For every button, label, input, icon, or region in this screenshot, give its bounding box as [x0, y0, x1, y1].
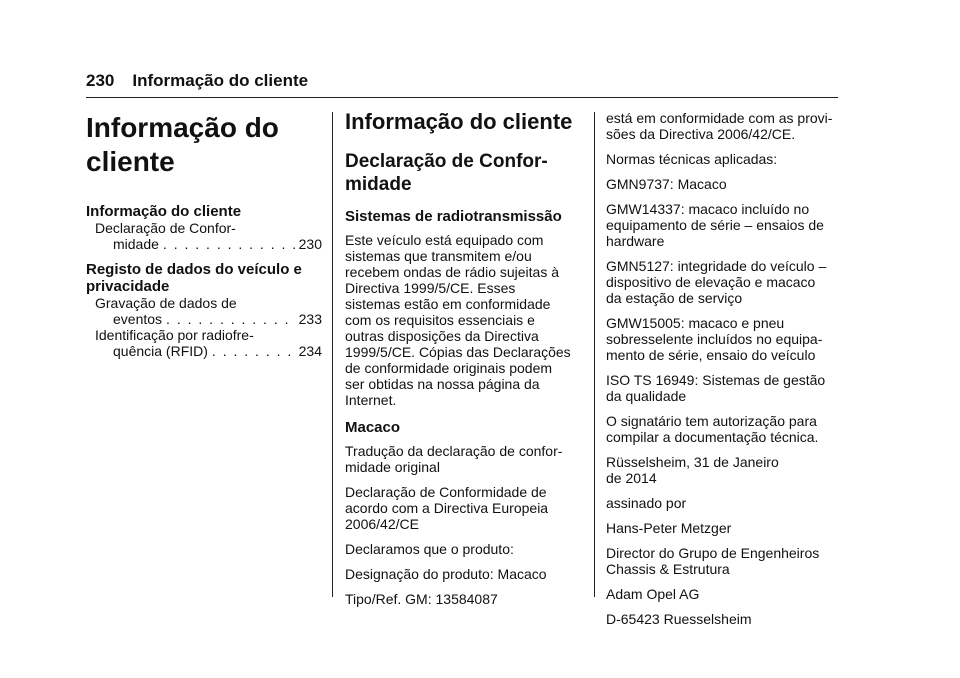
- text-line: da estação de serviço: [606, 290, 743, 306]
- conformity-paragraph: [606, 495, 840, 511]
- text-line: GMW14337: macaco incluído no: [606, 201, 810, 217]
- toc-entry-label: Identificação por radiofre-: [95, 327, 254, 343]
- macaco-paragraph: [345, 541, 581, 557]
- text-line: assinado por: [606, 495, 687, 511]
- page-number: 230: [86, 71, 115, 90]
- text-line: Hans-Peter Metzger: [606, 520, 732, 536]
- text-line: Declaração de Conformidade de: [345, 484, 547, 500]
- text-line: Internet.: [345, 392, 397, 408]
- toc-entry-label: Gravação de dados de: [95, 295, 237, 311]
- text-line: sistemas que transmitem e/ou: [345, 248, 532, 264]
- toc-leader-dots: [163, 236, 296, 252]
- toc-heading-line: privacidade: [86, 278, 170, 295]
- text-line: Normas técnicas aplicadas:: [606, 151, 778, 167]
- text-line: midade original: [345, 459, 440, 475]
- text-line: GMN5127: integridade do veículo –: [606, 258, 827, 274]
- conformity-paragraph: [606, 372, 840, 404]
- toc-page-number: 230: [298, 236, 322, 252]
- text-line: Adam Opel AG: [606, 586, 700, 602]
- text-line: de conformidade originais podem: [345, 360, 553, 376]
- macaco-heading: Macaco: [345, 419, 401, 436]
- text-line: Tipo/Ref. GM: 13584087: [345, 591, 498, 607]
- company-name: [606, 586, 840, 602]
- page-header: [86, 70, 308, 92]
- text-line: Director do Grupo de Engenheiros: [606, 545, 820, 561]
- toc-entry-label: eventos: [113, 311, 163, 327]
- text-line: D-65423 Ruesselsheim: [606, 611, 752, 627]
- text-line: recebem ondas de rádio sujeitas à: [345, 264, 560, 280]
- text-line: 2006/42/CE: [345, 516, 419, 532]
- toc-leader-dots: [212, 343, 296, 359]
- heading-line: midade: [345, 174, 412, 195]
- section-title: Informação do cliente: [345, 109, 573, 134]
- conformity-paragraph: [606, 151, 840, 167]
- text-line: Designação do produto: Macaco: [345, 566, 547, 582]
- text-line: O signatário tem autorização para: [606, 413, 817, 429]
- toc-entry-label: midade: [113, 236, 159, 252]
- toc-entry-label: quência (RFID): [113, 343, 208, 359]
- content-column-right: [606, 110, 840, 627]
- text-line: sões da Directiva 2006/42/CE.: [606, 126, 796, 142]
- macaco-paragraph: [345, 443, 581, 475]
- text-line: Este veículo está equipado com: [345, 232, 544, 248]
- conformity-paragraph: [606, 110, 840, 142]
- toc-entry-rfid[interactable]: [86, 327, 322, 359]
- toc-column: [86, 107, 322, 359]
- conformity-paragraph: [606, 201, 840, 249]
- text-line: Directiva 1999/5/CE. Esses: [345, 280, 516, 296]
- toc-group-heading[interactable]: [86, 203, 322, 220]
- text-line: 1999/5/CE. Cópias das Declarações: [345, 344, 571, 360]
- column-divider: [594, 112, 595, 597]
- text-line: equipamento de série – ensaios de: [606, 217, 824, 233]
- toc-entry-gravacao[interactable]: [86, 295, 322, 327]
- company-address: [606, 611, 840, 627]
- text-line: da qualidade: [606, 388, 687, 404]
- toc-heading-line: Informação do cliente: [86, 203, 242, 220]
- conformity-paragraph: [606, 454, 840, 486]
- conformity-paragraph: [606, 315, 840, 363]
- text-line: dispositivo de elevação e macaco: [606, 274, 816, 290]
- text-line: ser obtidas na nossa página da: [345, 376, 540, 392]
- conformity-paragraph: [606, 258, 840, 306]
- text-line: GMW15005: macaco e pneu: [606, 315, 785, 331]
- radio-paragraph: [345, 232, 581, 408]
- text-line: sistemas estão em conformidade: [345, 296, 551, 312]
- toc-page-number: 233: [298, 311, 322, 327]
- toc-entry-declaracao[interactable]: [86, 220, 322, 252]
- header-rule: [86, 97, 838, 98]
- signatory-role: [606, 545, 840, 577]
- toc-heading-line: Registo de dados do veículo e: [86, 261, 302, 278]
- text-line: com os requisitos essenciais e: [345, 312, 535, 328]
- chapter-title-line: cliente: [86, 146, 175, 177]
- text-line: está em conformidade com as provi-: [606, 110, 833, 126]
- content-column-left: [345, 107, 581, 607]
- text-line: acordo com a Directiva Europeia: [345, 500, 549, 516]
- chapter-title: [86, 111, 322, 179]
- heading-line: Declaração de Confor-: [345, 151, 548, 172]
- text-line: outras disposições da Directiva: [345, 328, 539, 344]
- signatory-name: [606, 520, 840, 536]
- declaration-heading: [345, 150, 581, 196]
- toc-group-heading[interactable]: [86, 261, 322, 295]
- column-divider: [332, 112, 333, 597]
- text-line: Rüsselsheim, 31 de Janeiro: [606, 454, 779, 470]
- text-line: ISO TS 16949: Sistemas de gestão: [606, 372, 826, 388]
- radio-heading: Sistemas de radiotransmissão: [345, 208, 562, 225]
- macaco-paragraph: [345, 566, 581, 582]
- text-line: Declaramos que o produto:: [345, 541, 514, 557]
- conformity-paragraph: [606, 413, 840, 445]
- conformity-paragraph: [606, 176, 840, 192]
- macaco-paragraph: [345, 591, 581, 607]
- toc-entry-label: Declaração de Confor-: [95, 220, 236, 236]
- text-line: compilar a documentação técnica.: [606, 429, 819, 445]
- chapter-title-line: Informação do: [86, 112, 279, 143]
- macaco-paragraph: [345, 484, 581, 532]
- text-line: hardware: [606, 233, 665, 249]
- text-line: Chassis & Estrutura: [606, 561, 730, 577]
- toc-group: [86, 203, 322, 252]
- text-line: GMN9737: Macaco: [606, 176, 727, 192]
- toc-page-number: 234: [298, 343, 322, 359]
- running-title: Informação do cliente: [132, 71, 309, 90]
- text-line: mento de série, ensaio do veículo: [606, 347, 816, 363]
- text-line: sobresselente incluídos no equipa-: [606, 331, 823, 347]
- text-line: Tradução da declaração de confor-: [345, 443, 563, 459]
- toc-leader-dots: [166, 311, 296, 327]
- toc-group: [86, 261, 322, 359]
- text-line: de 2014: [606, 470, 657, 486]
